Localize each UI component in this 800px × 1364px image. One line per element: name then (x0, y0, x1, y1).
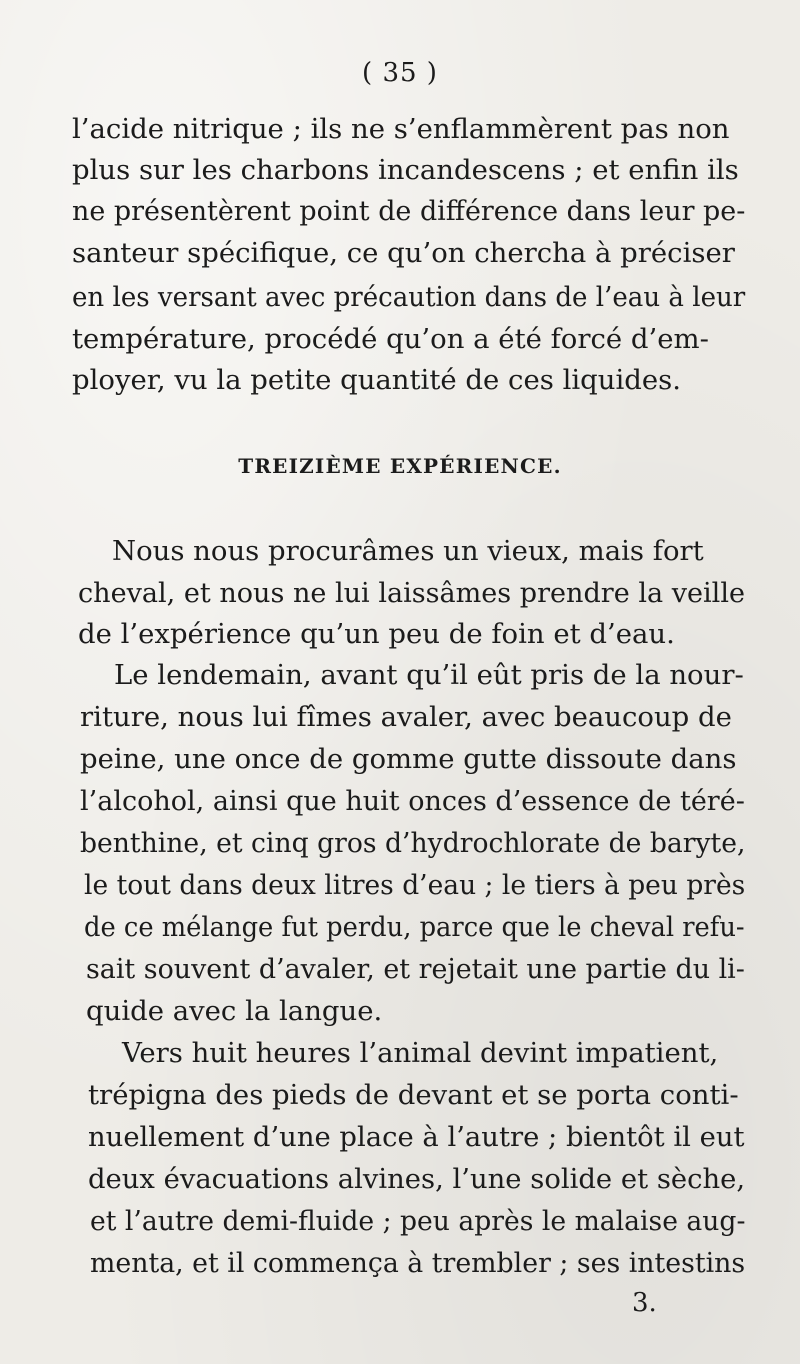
text-line: Le lendemain, avant qu’il eût pris de la nour- (114, 659, 744, 691)
text-line: Nous nous procurâmes un vieux, mais fort (112, 535, 704, 567)
text-line: Vers huit heures l’animal devint impatient, (122, 1037, 719, 1069)
text-line: et l’autre demi-fluide ; peu après le malaise aug- (90, 1205, 746, 1237)
text-line: ne présentèrent point de différence dans leur pe- (72, 195, 746, 227)
page-number: ( 35 ) (362, 58, 438, 88)
text-line: ployer, vu la petite quantité de ces liquides. (72, 364, 682, 396)
text-line: santeur spécifique, ce qu’on chercha à préciser (72, 237, 735, 269)
text-line: trépigna des pieds de devant et se porta conti- (88, 1079, 739, 1111)
section-heading: TREIZIÈME EXPÉRIENCE. (238, 454, 562, 478)
text-line: l’alcohol, ainsi que huit onces d’essence de téré- (80, 785, 745, 817)
signature-mark: 3. (632, 1288, 657, 1318)
text-line: nuellement d’une place à l’autre ; bientôt il eut (88, 1121, 745, 1153)
text-line: quide avec la langue. (86, 995, 383, 1027)
text-line: cheval, et nous ne lui laissâmes prendre la veille (78, 577, 745, 609)
text-line: plus sur les charbons incandescens ; et enfin ils (72, 154, 739, 186)
text-line: riture, nous lui fîmes avaler, avec beaucoup de (80, 701, 732, 733)
text-line: de l’expérience qu’un peu de foin et d’eau. (78, 618, 675, 650)
text-line: en les versant avec précaution dans de l’eau à leur (72, 281, 746, 313)
text-line: menta, et il commença à trembler ; ses intestins (90, 1247, 746, 1279)
text-line: le tout dans deux litres d’eau ; le tiers à peu près (84, 869, 746, 901)
text-line: sait souvent d’avaler, et rejetait une partie du li- (86, 953, 745, 985)
text-line: de ce mélange fut perdu, parce que le cheval refu- (84, 911, 745, 943)
text-line: l’acide nitrique ; ils ne s’enflammèrent pas non (72, 113, 730, 145)
text-line: température, procédé qu’on a été forcé d’em- (72, 323, 709, 355)
text-line: benthine, et cinq gros d’hydrochlorate de baryte, (80, 827, 746, 859)
text-line: deux évacuations alvines, l’une solide et sèche, (88, 1163, 746, 1195)
text-line: peine, une once de gomme gutte dissoute dans (80, 743, 737, 775)
